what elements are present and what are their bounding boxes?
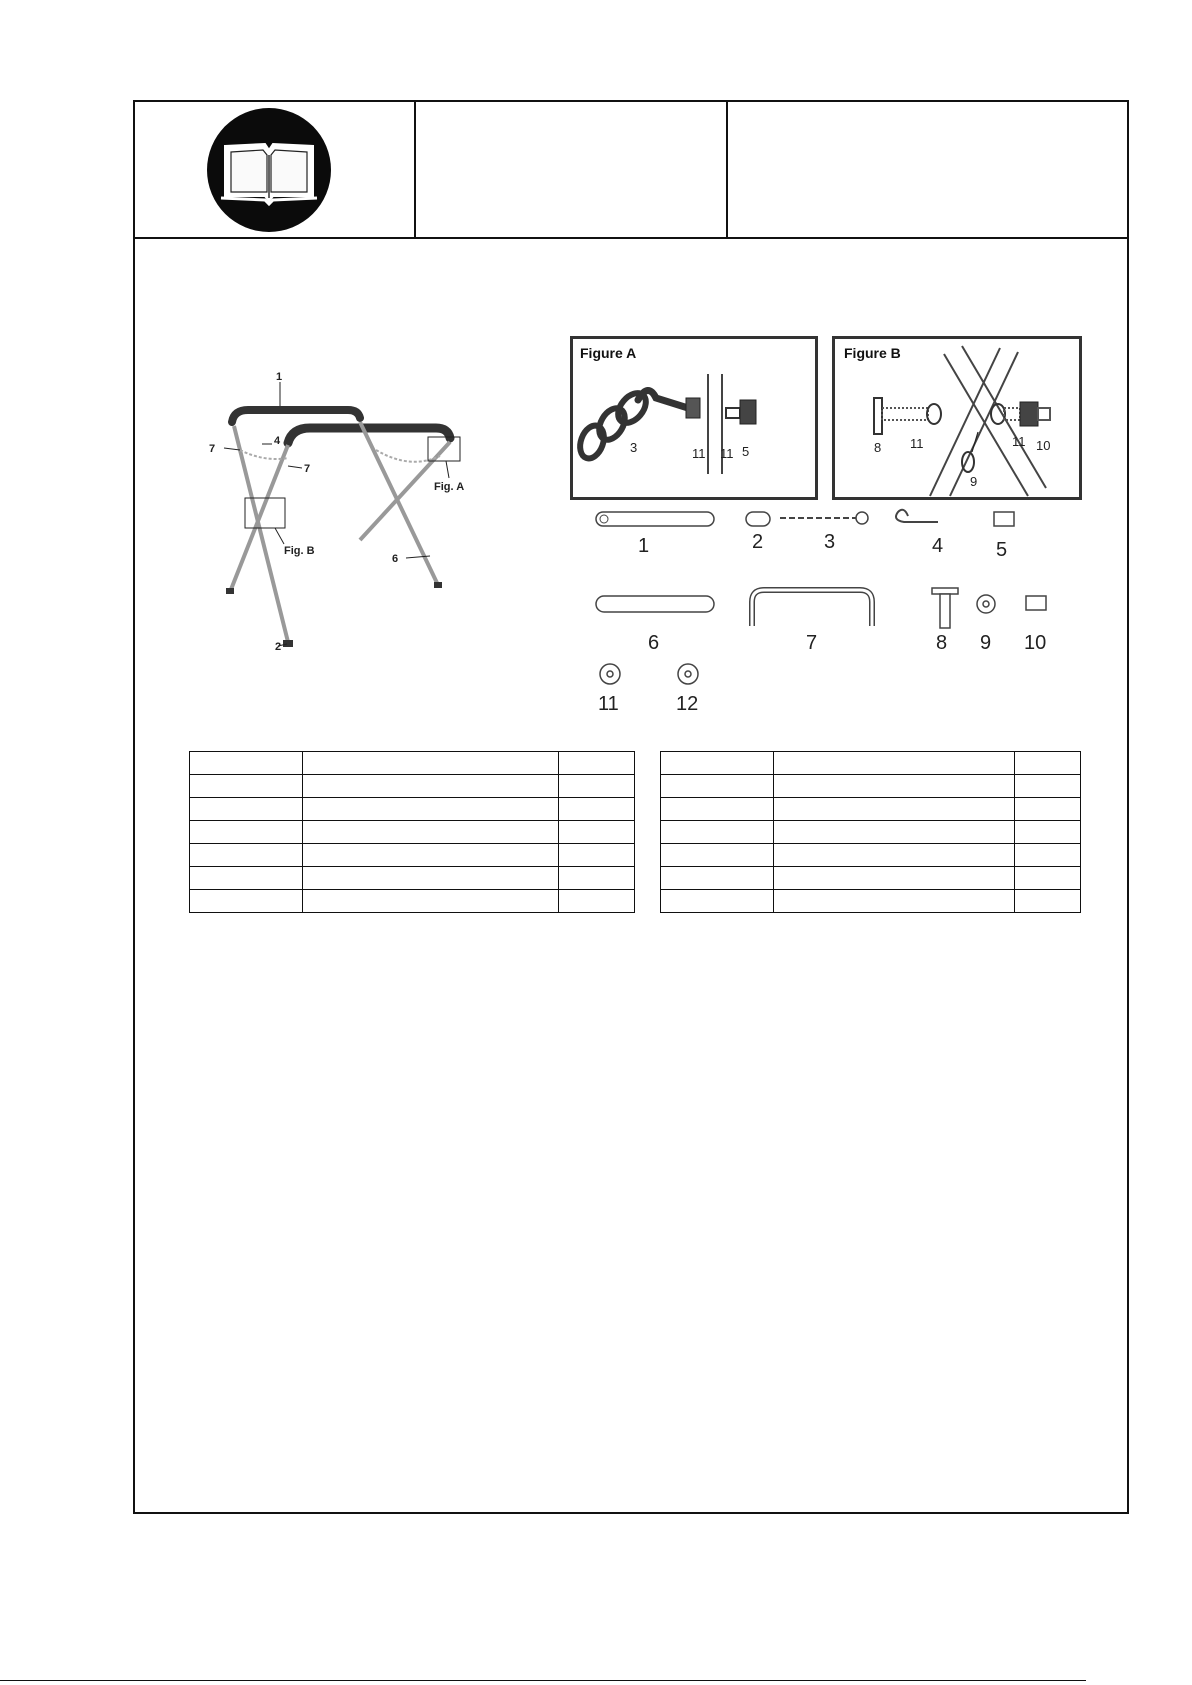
table-cell bbox=[1015, 844, 1081, 867]
figure-b-label-8: 8 bbox=[874, 440, 882, 455]
part-number-7: 7 bbox=[806, 632, 818, 654]
table-cell bbox=[559, 890, 635, 913]
table-cell bbox=[190, 798, 303, 821]
table-cell bbox=[559, 821, 635, 844]
table-cell bbox=[190, 890, 303, 913]
table-cell bbox=[190, 867, 303, 890]
part-number-12: 12 bbox=[676, 693, 699, 715]
table-cell bbox=[559, 844, 635, 867]
part-number-8: 8 bbox=[936, 632, 948, 654]
stand-label-7b: 7 bbox=[304, 463, 311, 475]
table-cell bbox=[190, 775, 303, 798]
table-row bbox=[190, 821, 635, 844]
parts-illustration bbox=[570, 506, 1090, 726]
figure-b-label-10: 10 bbox=[1036, 438, 1051, 453]
table-cell bbox=[661, 844, 774, 867]
table-cell bbox=[661, 867, 774, 890]
table-cell bbox=[190, 844, 303, 867]
table-cell bbox=[302, 844, 558, 867]
table-cell bbox=[773, 775, 1014, 798]
figure-b-label-11b: 11 bbox=[1012, 434, 1026, 449]
table-row bbox=[661, 798, 1081, 821]
table-cell bbox=[1015, 752, 1081, 775]
stand-label-7a: 7 bbox=[209, 443, 216, 455]
table-row bbox=[661, 821, 1081, 844]
figure-a-title: Figure A bbox=[580, 345, 637, 361]
stand-label-2: 2 bbox=[275, 641, 282, 653]
table-cell bbox=[1015, 798, 1081, 821]
figure-b-label-9: 9 bbox=[970, 474, 978, 489]
stand-illustration bbox=[200, 370, 500, 670]
table-cell bbox=[559, 775, 635, 798]
table-cell bbox=[661, 775, 774, 798]
table-row bbox=[190, 775, 635, 798]
table-row bbox=[190, 867, 635, 890]
footer-rule bbox=[0, 1680, 1086, 1681]
table-cell bbox=[773, 821, 1014, 844]
table-cell bbox=[302, 821, 558, 844]
part-number-9: 9 bbox=[980, 632, 992, 654]
header-info-cell bbox=[728, 102, 1127, 237]
part-number-10: 10 bbox=[1024, 632, 1047, 654]
table-cell bbox=[1015, 890, 1081, 913]
table-row bbox=[661, 752, 1081, 775]
header-icon-cell bbox=[135, 102, 416, 237]
figure-b-title: Figure B bbox=[844, 345, 901, 361]
table-cell bbox=[559, 798, 635, 821]
figure-b bbox=[832, 336, 1082, 500]
table-cell bbox=[559, 867, 635, 890]
table-cell bbox=[773, 752, 1014, 775]
table-row bbox=[190, 844, 635, 867]
table-cell bbox=[302, 798, 558, 821]
stand-label-4: 4 bbox=[274, 435, 281, 447]
table-cell bbox=[302, 752, 558, 775]
part-number-3: 3 bbox=[824, 531, 836, 553]
header-title-cell bbox=[416, 102, 728, 237]
table-cell bbox=[773, 867, 1014, 890]
table-row bbox=[190, 752, 635, 775]
table-row bbox=[661, 867, 1081, 890]
table-row bbox=[661, 890, 1081, 913]
table-cell bbox=[190, 752, 303, 775]
table-row bbox=[661, 775, 1081, 798]
table-cell bbox=[302, 775, 558, 798]
part-number-11: 11 bbox=[598, 693, 619, 715]
figure-a bbox=[570, 336, 818, 500]
part-number-6: 6 bbox=[648, 632, 660, 654]
part-number-2: 2 bbox=[752, 531, 764, 553]
table-cell bbox=[559, 752, 635, 775]
part-number-1: 1 bbox=[638, 535, 650, 557]
parts-table-left bbox=[189, 751, 635, 913]
table-cell bbox=[773, 798, 1014, 821]
table-cell bbox=[773, 890, 1014, 913]
table-cell bbox=[661, 798, 774, 821]
figure-a-label-3: 3 bbox=[630, 440, 638, 455]
stand-label-fig-a: Fig. A bbox=[434, 481, 465, 493]
header-row bbox=[135, 102, 1127, 239]
table-cell bbox=[302, 867, 558, 890]
table-cell bbox=[661, 752, 774, 775]
stand-label-1: 1 bbox=[276, 371, 283, 383]
figure-a-label-11b: 11 bbox=[720, 446, 734, 461]
table-cell bbox=[773, 844, 1014, 867]
table-cell bbox=[1015, 775, 1081, 798]
figure-a-label-11a: 11 bbox=[692, 446, 706, 461]
stand-label-6: 6 bbox=[392, 553, 399, 565]
figure-b-label-11a: 11 bbox=[910, 436, 924, 451]
table-cell bbox=[661, 821, 774, 844]
table-cell bbox=[1015, 867, 1081, 890]
part-number-5: 5 bbox=[996, 539, 1008, 561]
figure-a-label-5: 5 bbox=[742, 444, 750, 459]
table-cell bbox=[1015, 821, 1081, 844]
table-cell bbox=[302, 890, 558, 913]
table-cell bbox=[661, 890, 774, 913]
table-row bbox=[190, 890, 635, 913]
stand-label-fig-b: Fig. B bbox=[284, 545, 315, 557]
part-number-4: 4 bbox=[932, 535, 944, 557]
manual-book-icon bbox=[207, 108, 331, 232]
parts-table-right bbox=[660, 751, 1081, 913]
table-row bbox=[661, 844, 1081, 867]
table-cell bbox=[190, 821, 303, 844]
table-row bbox=[190, 798, 635, 821]
